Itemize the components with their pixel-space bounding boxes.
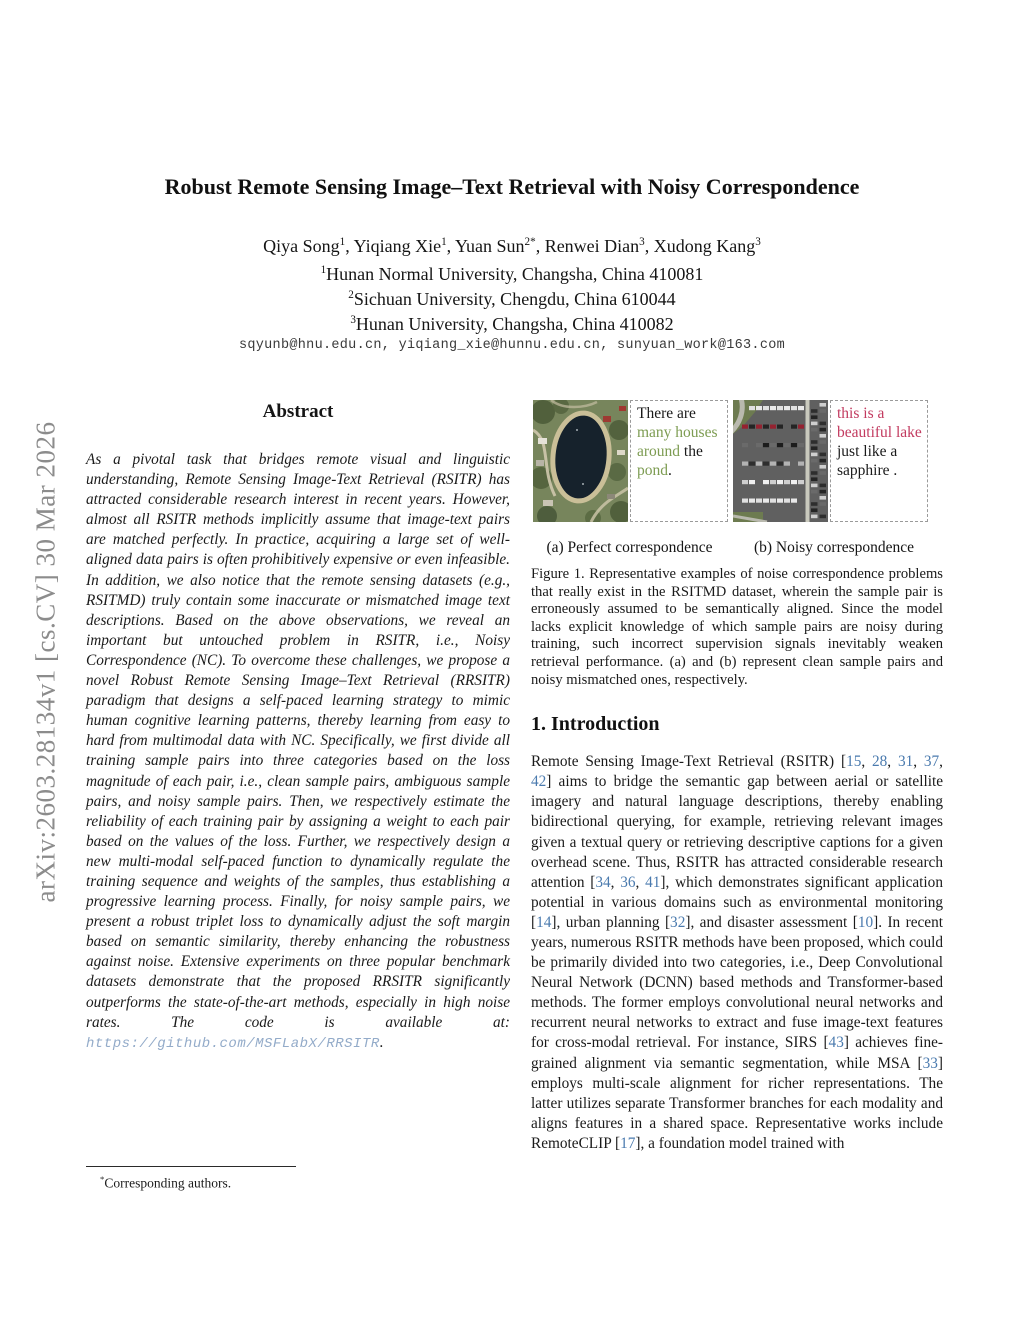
text-segment: ], which demonstrates significant application potential in various domains such as environmental monitoring [ (531, 873, 943, 931)
text-segment: ] aims to bridge the semantic gap between aerial or satellite imagery and natural language descriptions, thereby enabling bidirectional querying, for example, retrieving relevant images given a textual query or retrieving descriptive captions for a given overhead scene. Thus, RSITR has attracted considerable research attention [ (531, 773, 943, 891)
citation-ref[interactable]: 14 (536, 913, 552, 931)
code-url-link[interactable]: https://github.com/MSFLabX/RRSITR (86, 1035, 380, 1052)
abstract-text (86, 450, 510, 1054)
citation-ref[interactable]: 32 (670, 913, 686, 931)
author-emails: sqyunb@hnu.edu.cn, yiqiang_xie@hunnu.edu.cn, sunyuan_work@163.com (238, 338, 786, 353)
citation-ref[interactable]: 17 (620, 1134, 636, 1152)
subcaption-b: (b) Noisy correspondence (753, 539, 915, 556)
text-segment: , (635, 873, 646, 891)
pond-satellite-image (533, 400, 628, 522)
affiliation: $^3$Hunan University, Changsha, China 410082 (350, 314, 674, 334)
introduction-text (531, 752, 943, 1154)
text-segment: As a pivotal task that bridges remote visual and linguistic understanding, Remote Sensing Image-Text Retrieval (RSITR) has attracted considerable research interest in recent years. However, almost all RSITR methods implicitly assume that image-text pairs are matched perfectly. In practice, acquiring a large set of well-aligned data pairs is often prohibitively expensive or even infeasible. In addition, we also notice that the remote sensing datasets (e.g., RSITMD) truly contain some inaccurate or mismatched image text descriptions. Based on the above observations, we reveal an important but untouched problem in RSITR, i.e., Noisy Correspondence (NC). To overcome these challenges, we propose a novel Robust Remote Sensing Image–Text Retrieval (RRSITR) paradigm that designs a self-paced learning strategy to mimic human cognitive learning patterns, thereby learning from easy to hard from multimodal data with NC. Specifically, we first divide all training sample pairs into three categories based on the loss magnitude of each pair, i.e., clean sample pairs, ambiguous sample pairs, and noisy sample pairs. Then, we respectively estimate the reliability of each training pair by assigning a weight to each pair based on the values of the loss. Further, we respectively design a new multi-modal self-paced function to dynamically regulate the training sequence and weights of the samples, thus establishing a progressive learning process. Finally, for noisy sample pairs, we present a robust triplet loss to dynamically adjust the soft margin based on semantic similarity, thereby enhancing the robustness against noise. Extensive experiments on three popular benchmark datasets demonstrate that the proposed RRSITR significantly outperforms the state-of-the-art methods, especially in high noise rates. The code is available at: (86, 451, 510, 1031)
text-segment: There are (637, 405, 696, 422)
clean-caption-box (630, 400, 728, 522)
text-segment: ]. In recent years, numerous RSITR methods have been proposed, which could be primarily divided into two categories, i.e., Deep Convolutional Neural Network (DCNN) based methods and Transformer-based methods. The former employs convolutional neural networks and recurrent neural networks to extract and fuse image-text features for cross-modal retrieval. For instance, SIRS [ (531, 913, 943, 1052)
subcaption-a: (a) Perfect correspondence (546, 539, 713, 556)
left-column (86, 401, 510, 1054)
right-column (531, 400, 943, 1154)
citation-ref[interactable]: 42 (531, 773, 547, 791)
text-segment: . (668, 462, 672, 480)
author-name: Yiqiang Xie$^1$ (353, 236, 447, 256)
text-segment: ], urban planning [ (551, 913, 671, 931)
citation-ref[interactable]: 10 (857, 913, 874, 931)
text-segment: Remote Sensing Image-Text Retrieval (RSITR) [ (531, 753, 847, 771)
text-segment: pond (637, 462, 668, 480)
noisy-caption-box (830, 400, 928, 522)
text-segment: . (379, 1033, 384, 1051)
text-segment: ] employs multi-scale alignment for richer representations. The latter utilizes separate Transformer branches for each modality and aligns features in a shared space. Representative works include RemoteCLIP [ (531, 1054, 943, 1152)
footnote-rule (86, 1166, 296, 1167)
citation-ref[interactable]: 28 (872, 753, 888, 771)
affiliation: $^2$Sichuan University, Chengdu, China 610044 (348, 289, 676, 309)
text-segment: , (887, 753, 898, 771)
affiliation-list (0, 262, 1024, 337)
citation-ref[interactable]: 37 (923, 753, 940, 771)
author-name: Xudong Kang$^3$ (653, 236, 761, 256)
text-segment: , (939, 753, 943, 771)
section-heading-introduction: 1. Introduction (531, 713, 660, 736)
figure1-caption: Figure 1. Representative examples of noise correspondence problems that really exist in the RSITMD dataset, wherein the sample pair is erroneously assumed to be semantically aligned. Since the model lacks explicit knowledge of which sample pairs are noisy during training, such incorrect supervision signals inevitably weaken retrieval performance. (a) and (b) represent clean sample pairs and noisy mismatched ones, respectively. (531, 566, 943, 688)
citation-ref[interactable]: 43 (828, 1034, 844, 1052)
text-segment: ], a foundation model trained with (635, 1134, 845, 1152)
text-segment: just like a sapphire . (837, 443, 898, 480)
paper-title: Robust Remote Sensing Image–Text Retrieval with Noisy Correspondence (164, 174, 860, 199)
author-line: Qiya Song$^1$, Yiqiang Xie$^1$, Yuan Sun$^{2*}$, Renwei Dian$^3$, Xudong Kang$^3$ (263, 236, 761, 256)
text-segment: many houses around (637, 424, 718, 461)
text-segment: the (680, 443, 703, 461)
text-segment: this is a beautiful lake (837, 405, 922, 442)
citation-ref[interactable]: 34 (595, 873, 611, 891)
corresponding-author-footnote (86, 1174, 510, 1192)
citation-ref[interactable]: 41 (645, 873, 661, 891)
author-name: Qiya Song$^1$ (263, 236, 346, 256)
text-segment: ] achieves fine-grained alignment via semantic segmentation, while MSA [ (531, 1034, 943, 1072)
citation-ref[interactable]: 31 (897, 753, 914, 771)
figure1-panel (531, 400, 943, 522)
citation-ref[interactable]: 33 (922, 1054, 938, 1072)
author-name: Yuan Sun$^{2*}$ (455, 236, 536, 256)
author-name: Renwei Dian$^3$ (544, 236, 645, 256)
text-segment: , (861, 753, 872, 771)
footnote-marker: * (100, 1174, 105, 1184)
affiliation: $^1$Hunan Normal University, Changsha, China 410081 (320, 264, 704, 284)
arxiv-watermark: arXiv:2603.28134v1 [cs.CV] 30 Mar 2026 (30, 421, 61, 903)
text-segment: ], and disaster assessment [ (685, 913, 858, 931)
citation-ref[interactable]: 15 (846, 753, 862, 771)
text-segment: , (610, 873, 621, 891)
text-segment: , (913, 753, 924, 771)
figure1-subcaptions (531, 539, 943, 557)
citation-ref[interactable]: 36 (620, 873, 636, 891)
footnote-text: Corresponding authors. (104, 1175, 232, 1191)
abstract-heading: Abstract (262, 401, 334, 422)
parking-lot-satellite-image (733, 400, 828, 522)
